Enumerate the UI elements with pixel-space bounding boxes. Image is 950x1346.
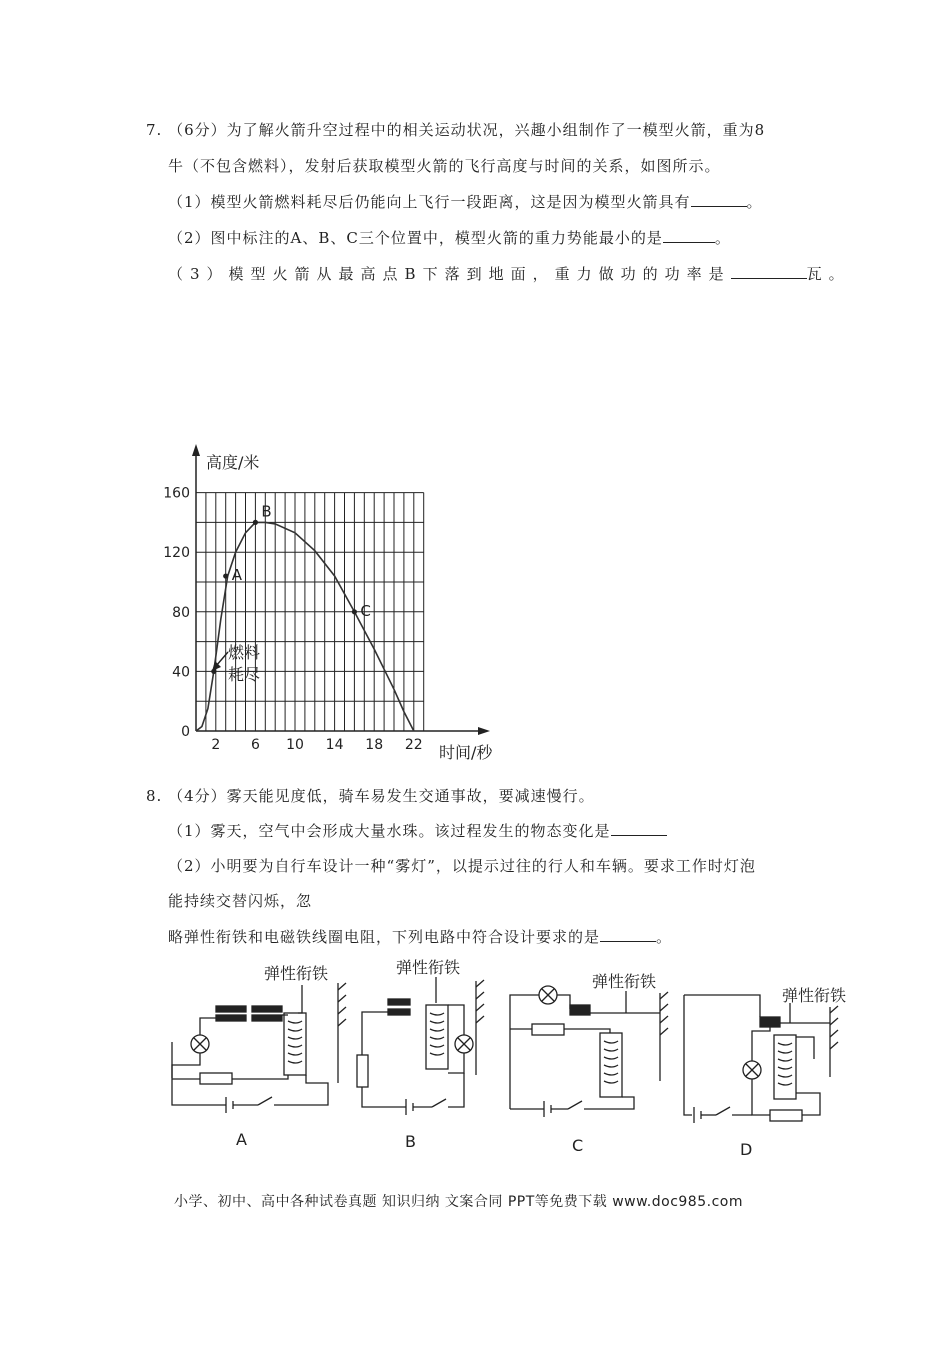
y-axis-label: 高度/米: [206, 453, 260, 472]
q7-part1: [168, 192, 763, 212]
q8-part1-text: （1）雾天，空气中会形成大量水珠。该过程发生的物态变化是: [168, 822, 611, 840]
circuit-b-armature-label: 弹性衔铁: [396, 958, 461, 977]
circuit-b-label: B: [405, 1132, 416, 1151]
q7-part1-text: （1）模型火箭燃料耗尽后仍能向上飞行一段距离，这是因为模型火箭具有: [168, 193, 691, 211]
q8-part2-line1: （2）小明要为自行车设计一种“雾灯”，以提示过往的行人和车辆。要求工作时灯泡: [168, 857, 756, 875]
q8-part2-text: 略弹性衔铁和电磁铁线圈电阻，下列电路中符合设计要求的是: [168, 928, 601, 946]
data-point-a: [223, 573, 228, 578]
q7-part2-end: 。: [714, 229, 731, 247]
y-tick-label: 0: [181, 724, 190, 740]
q7-part2: [168, 228, 731, 248]
point-label-a: A: [231, 566, 242, 585]
chart-grid: [196, 493, 424, 731]
circuit-a: [172, 964, 346, 1149]
circuit-c: [510, 972, 668, 1155]
q7-part1-end: 。: [746, 193, 763, 211]
circuit-a-label: A: [236, 1130, 247, 1149]
height-time-chart: [160, 440, 520, 770]
footer-text: 小学、初中、高中各种试卷真题 知识归纳 文案合同 PPT等免费下载 www.doc985.com: [174, 1194, 743, 1210]
point-label-c: C: [360, 601, 371, 620]
circuit-b: [357, 958, 484, 1151]
x-axis-arrow: [478, 727, 490, 735]
x-axis-label: 时间/秒: [439, 743, 493, 762]
q7-answer-blank-2[interactable]: [663, 228, 715, 243]
x-tick-label: 2: [211, 737, 221, 753]
y-tick-label: 160: [163, 485, 190, 502]
q7-answer-blank-3[interactable]: [731, 264, 807, 279]
q7-part2-text: （2）图中标注的A、B、C三个位置中，模型火箭的重力势能最小的是: [168, 229, 663, 247]
x-tick-label: 6: [250, 737, 260, 753]
q8-answer-blank-1[interactable]: [611, 821, 667, 836]
q8-part1: [168, 821, 667, 841]
x-tick-label: 10: [286, 737, 304, 753]
q7-answer-blank-1[interactable]: [691, 192, 747, 207]
q8-part2-line3: [168, 927, 672, 947]
chart-axes: [192, 444, 490, 735]
data-point-c: [352, 609, 357, 614]
point-label-b: B: [261, 502, 272, 521]
q7-stem-line2: 牛（不包含燃料），发射后获取模型火箭的飞行高度与时间的关系，如图所示。: [168, 157, 721, 175]
q7-stem-line1: 7. （6分）为了解火箭升空过程中的相关运动状况，兴趣小组制作了一模型火箭，重为8: [146, 121, 766, 139]
circuit-d-label: D: [740, 1140, 753, 1159]
circuit-c-label: C: [572, 1136, 584, 1155]
circuit-a-armature-label: 弹性衔铁: [264, 964, 329, 983]
circuit-d: [684, 986, 846, 1159]
y-tick-label: 40: [172, 664, 190, 681]
circuit-c-armature-label: 弹性衔铁: [592, 972, 657, 991]
y-tick-label: 120: [163, 545, 190, 562]
circuit-options: [160, 955, 870, 1165]
y-tick-label: 80: [172, 604, 190, 621]
fuel-annotation-line1: 燃料: [228, 643, 261, 662]
q7-part3-end: 瓦。: [806, 265, 851, 283]
q8-answer-blank-2[interactable]: [600, 927, 656, 942]
x-tick-label: 22: [404, 737, 423, 753]
q8-part2-line2: 能持续交替闪烁，忽: [168, 892, 313, 910]
x-tick-label: 18: [365, 737, 384, 753]
data-point-b: [253, 520, 258, 525]
q8-stem: 8. （4分）雾天能见度低，骑车易发生交通事故，要减速慢行。: [146, 787, 595, 805]
x-tick-label: 14: [325, 737, 344, 753]
fuel-annotation-line2: 耗尽: [228, 665, 261, 684]
q7-part3: [168, 264, 851, 284]
circuit-d-armature-label: 弹性衔铁: [782, 986, 847, 1005]
q7-part3-text: （3）模型火箭从最高点B下落到地面，重力做功的功率是: [168, 265, 731, 283]
y-axis-arrow: [192, 444, 200, 456]
q8-part2-end: 。: [656, 928, 673, 946]
